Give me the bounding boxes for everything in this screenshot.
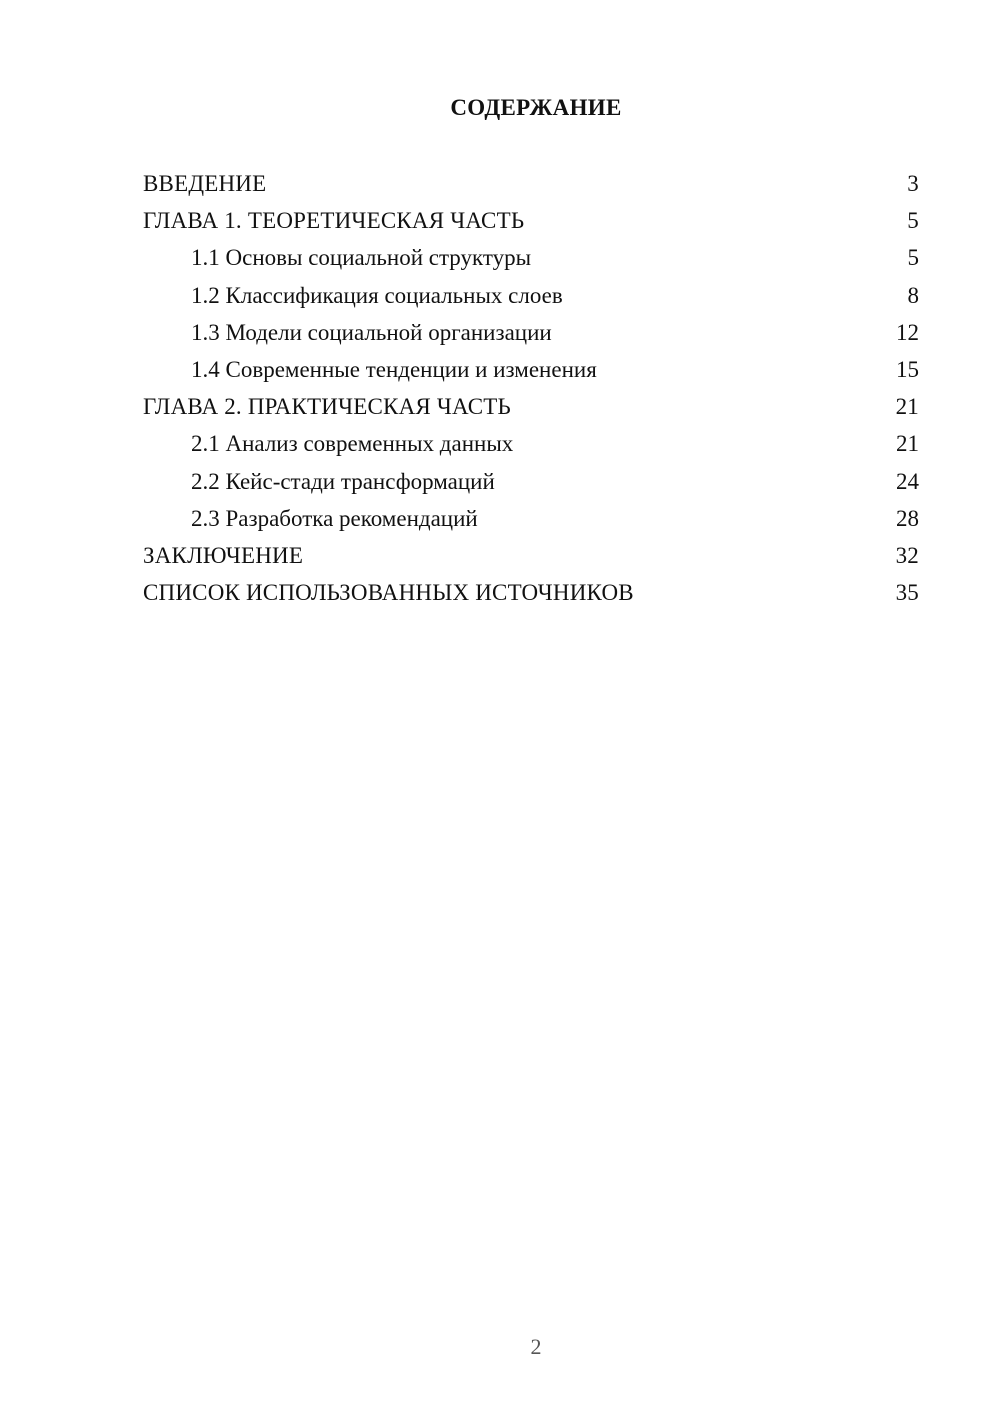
toc-entry-page: 3 — [907, 171, 919, 196]
toc-entry-section-1-1[interactable] — [143, 242, 919, 279]
toc-entry-label: ГЛАВА 2. ПРАКТИЧЕСКАЯ ЧАСТЬ — [143, 394, 511, 420]
toc-entry-label: 1.4 Современные тенденции и изменения — [191, 356, 597, 382]
toc-entry-conclusion[interactable] — [143, 540, 919, 577]
toc-entry-label: 2.1 Анализ современных данных — [191, 431, 514, 457]
toc-entry-section-2-2[interactable] — [143, 466, 919, 503]
toc-entry-section-2-3[interactable] — [143, 503, 919, 540]
toc-entry-label: ВВЕДЕНИЕ — [143, 171, 267, 196]
toc-entry-label: 2.3 Разработка рекомендаций — [191, 505, 478, 531]
toc-entry-label: ГЛАВА 1. ТЕОРЕТИЧЕСКАЯ ЧАСТЬ — [143, 208, 525, 234]
toc-entry-label: 1.2 Классификация социальных слоев — [191, 282, 563, 308]
toc-entry-page: 21 — [895, 394, 919, 420]
toc-entry-label: 2.2 Кейс-стади трансформаций — [191, 468, 495, 494]
toc-title: СОДЕРЖАНИЕ — [450, 95, 622, 120]
table-of-contents — [143, 168, 919, 614]
toc-entry-chapter-1[interactable] — [143, 205, 919, 242]
toc-entry-label: ЗАКЛЮЧЕНИЕ — [143, 542, 304, 568]
toc-entry-section-1-4[interactable] — [143, 354, 919, 391]
toc-entry-page: 35 — [895, 580, 919, 606]
toc-entry-section-1-3[interactable] — [143, 317, 919, 354]
toc-entry-page: 32 — [895, 542, 919, 568]
toc-entry-section-1-2[interactable] — [143, 280, 919, 317]
toc-entry-label: СПИСОК ИСПОЛЬЗОВАННЫХ ИСТОЧНИКОВ — [143, 580, 634, 606]
toc-entry-page: 8 — [907, 282, 919, 308]
page-number: 2 — [530, 1334, 542, 1359]
toc-entry-page: 12 — [896, 319, 919, 345]
toc-entry-page: 28 — [896, 505, 919, 531]
toc-entry-chapter-2[interactable] — [143, 391, 919, 428]
toc-entry-page: 15 — [896, 356, 919, 382]
toc-entry-page: 21 — [896, 431, 919, 457]
toc-entry-label: 1.1 Основы социальной структуры — [191, 245, 532, 271]
toc-entry-introduction[interactable] — [143, 168, 919, 205]
toc-entry-page: 5 — [907, 245, 919, 271]
toc-entry-references[interactable] — [143, 577, 919, 614]
toc-entry-label: 1.3 Модели социальной организации — [191, 319, 552, 345]
toc-entry-section-2-1[interactable] — [143, 428, 919, 465]
toc-entry-page: 24 — [896, 468, 919, 494]
toc-entry-page: 5 — [907, 208, 919, 234]
